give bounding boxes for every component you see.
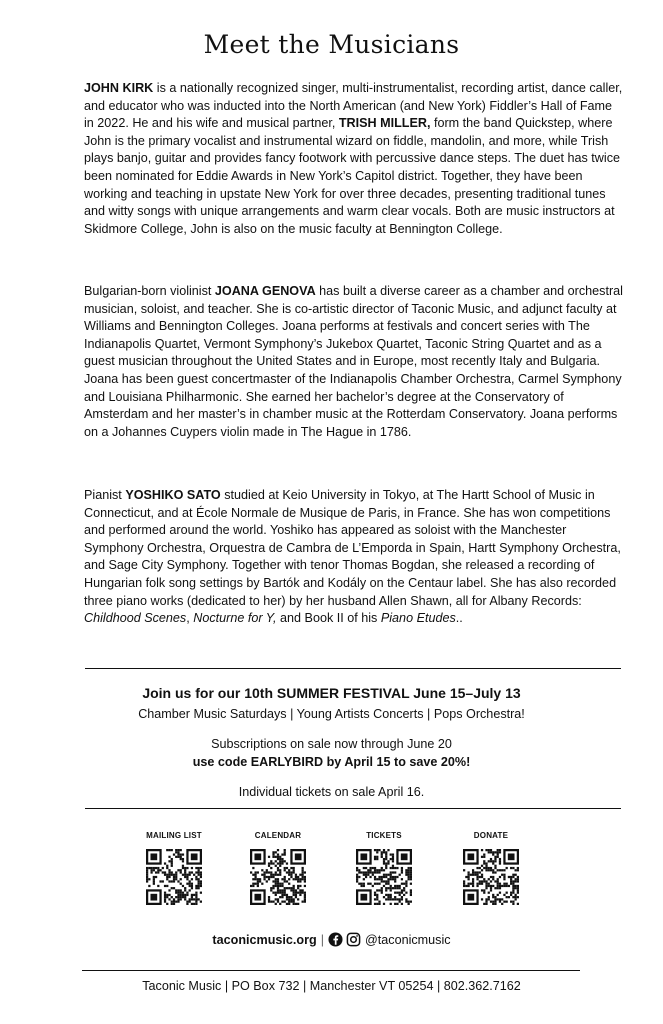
qr-label: TICKETS bbox=[366, 831, 402, 840]
bio-joana-genova bbox=[84, 283, 624, 441]
qr-label: CALENDAR bbox=[254, 831, 302, 840]
musician-name: YOSHIKO SATO bbox=[125, 488, 221, 502]
divider bbox=[85, 808, 621, 809]
qr-label: DONATE bbox=[473, 831, 509, 840]
page-title: Meet the Musicians bbox=[203, 30, 460, 59]
bio-text: .. bbox=[455, 611, 463, 626]
festival-headline: Join us for our 10th SUMMER FESTIVAL June 15–July 13 bbox=[142, 685, 521, 701]
festival-series: Chamber Music Saturdays | Young Artists Concerts | Pops Orchestra! bbox=[138, 707, 525, 721]
bio-text: , bbox=[186, 611, 194, 626]
qr-code-icon[interactable] bbox=[250, 849, 306, 905]
qr-code-icon[interactable] bbox=[463, 849, 519, 905]
bio-yoshiko-sato bbox=[84, 487, 624, 628]
promo-code-note: use code EARLYBIRD by April 15 to save 20%! bbox=[192, 755, 471, 769]
qr-mailing-list[interactable] bbox=[134, 831, 214, 905]
album-title: Childhood Scenes bbox=[84, 611, 187, 626]
separator: | bbox=[320, 933, 324, 947]
bio-john-kirk bbox=[84, 80, 624, 238]
bio-text: form the band Quickstep, where John is the primary vocalist and instrumental wizard on fiddle, mandolin, and more, while Trish plays banjo, guitar and provides fancy footwork with percussive dance steps. The duet has twice been nominated for Eddie Awards in New York’s Capitol district. Together, they have been working and teaching in upstate New York for over three decades, presenting traditional tunes and witty songs with unique arrangements and warm clear vocals. Both are music instructors at Skidmore College, John is also on the music faculty at Bennington College. bbox=[84, 116, 620, 236]
bio-text: has built a diverse career as a chamber and orchestral musician, soloist, and teacher. She is co-artistic director of Taconic Music, and adjunct faculty at Williams and Bennington Colleges. Joana performs at festivals and concert series with The Indianapolis Quartet, Vermont Symphony’s Jukebox Quartet, Taconic String Quartet and as a guest musician throughout the United States and in Europe, most recently Italy and Bulgaria. Joana has been guest concertmaster of the Indianapolis Chamber Orchestra, Carmel Symphony and Louisiana Philharmonic. She earned her bachelor’s degree at the Conservatory of Amsterdam and her master’s in chamber music at the Rotterdam Conservatory. Joana performs on a Johannes Cuypers violin made in The Hague in 1786. bbox=[84, 284, 623, 439]
individual-tickets-note: Individual tickets on sale April 16. bbox=[238, 785, 425, 799]
bio-text: Bulgarian-born violinist bbox=[84, 284, 215, 298]
qr-tickets[interactable] bbox=[344, 831, 424, 905]
album-title: Nocturne for Y, bbox=[193, 611, 277, 626]
bio-text: studied at Keio University in Tokyo, at The Hartt School of Music in Connecticut, and at École Normale de Musique de Paris, in France. She has won competitions and performed around the world. Yoshiko has appeared as soloist with the Manchester Symphony Orchestra, Orquestra de Cambra de L’Emporda in Spain, Hartt Symphony Orchestra, and Sage City Symphony. Together with tenor Thomas Bogdan, she released a recording of Hungarian folk song settings by Bartók and Kodály on the Centaur label. She has also recorded three piano works (dedicated to her) by her husband Allen Shawn, all for Albany Records: bbox=[84, 488, 621, 608]
subscriptions-note: Subscriptions on sale now through June 20 bbox=[211, 737, 452, 751]
social-handle[interactable]: @taconicmusic bbox=[364, 933, 451, 947]
instagram-icon[interactable] bbox=[346, 932, 361, 952]
album-title: Piano Etudes bbox=[380, 611, 456, 626]
facebook-icon[interactable] bbox=[328, 932, 343, 952]
qr-label: MAILING LIST bbox=[146, 831, 202, 840]
festival-announcement bbox=[0, 683, 663, 801]
musician-name: TRISH MILLER, bbox=[338, 116, 431, 131]
contact-line bbox=[0, 931, 663, 952]
musician-name: JOANA GENOVA bbox=[214, 284, 316, 298]
divider bbox=[85, 668, 621, 669]
qr-code-icon[interactable] bbox=[356, 849, 412, 905]
footer-address: Taconic Music | PO Box 732 | Manchester VT 05254 | 802.362.7162 bbox=[142, 979, 521, 993]
bio-text: is a nationally recognized singer, multi-instrumentalist, recording artist, dance caller, and educator who was inducted into the North American (and New York) Fiddler’s Hall of Fame in 2022. He and his wife and musical partner, bbox=[84, 81, 623, 131]
qr-donate[interactable] bbox=[451, 831, 531, 905]
musician-name: JOHN KIRK bbox=[84, 81, 154, 95]
qr-calendar[interactable] bbox=[238, 831, 318, 905]
website-link[interactable]: taconicmusic.org bbox=[212, 933, 317, 947]
divider bbox=[82, 970, 580, 971]
qr-code-icon[interactable] bbox=[146, 849, 202, 905]
bio-text: Pianist bbox=[84, 488, 126, 502]
bio-text: and Book II of his bbox=[276, 611, 381, 626]
